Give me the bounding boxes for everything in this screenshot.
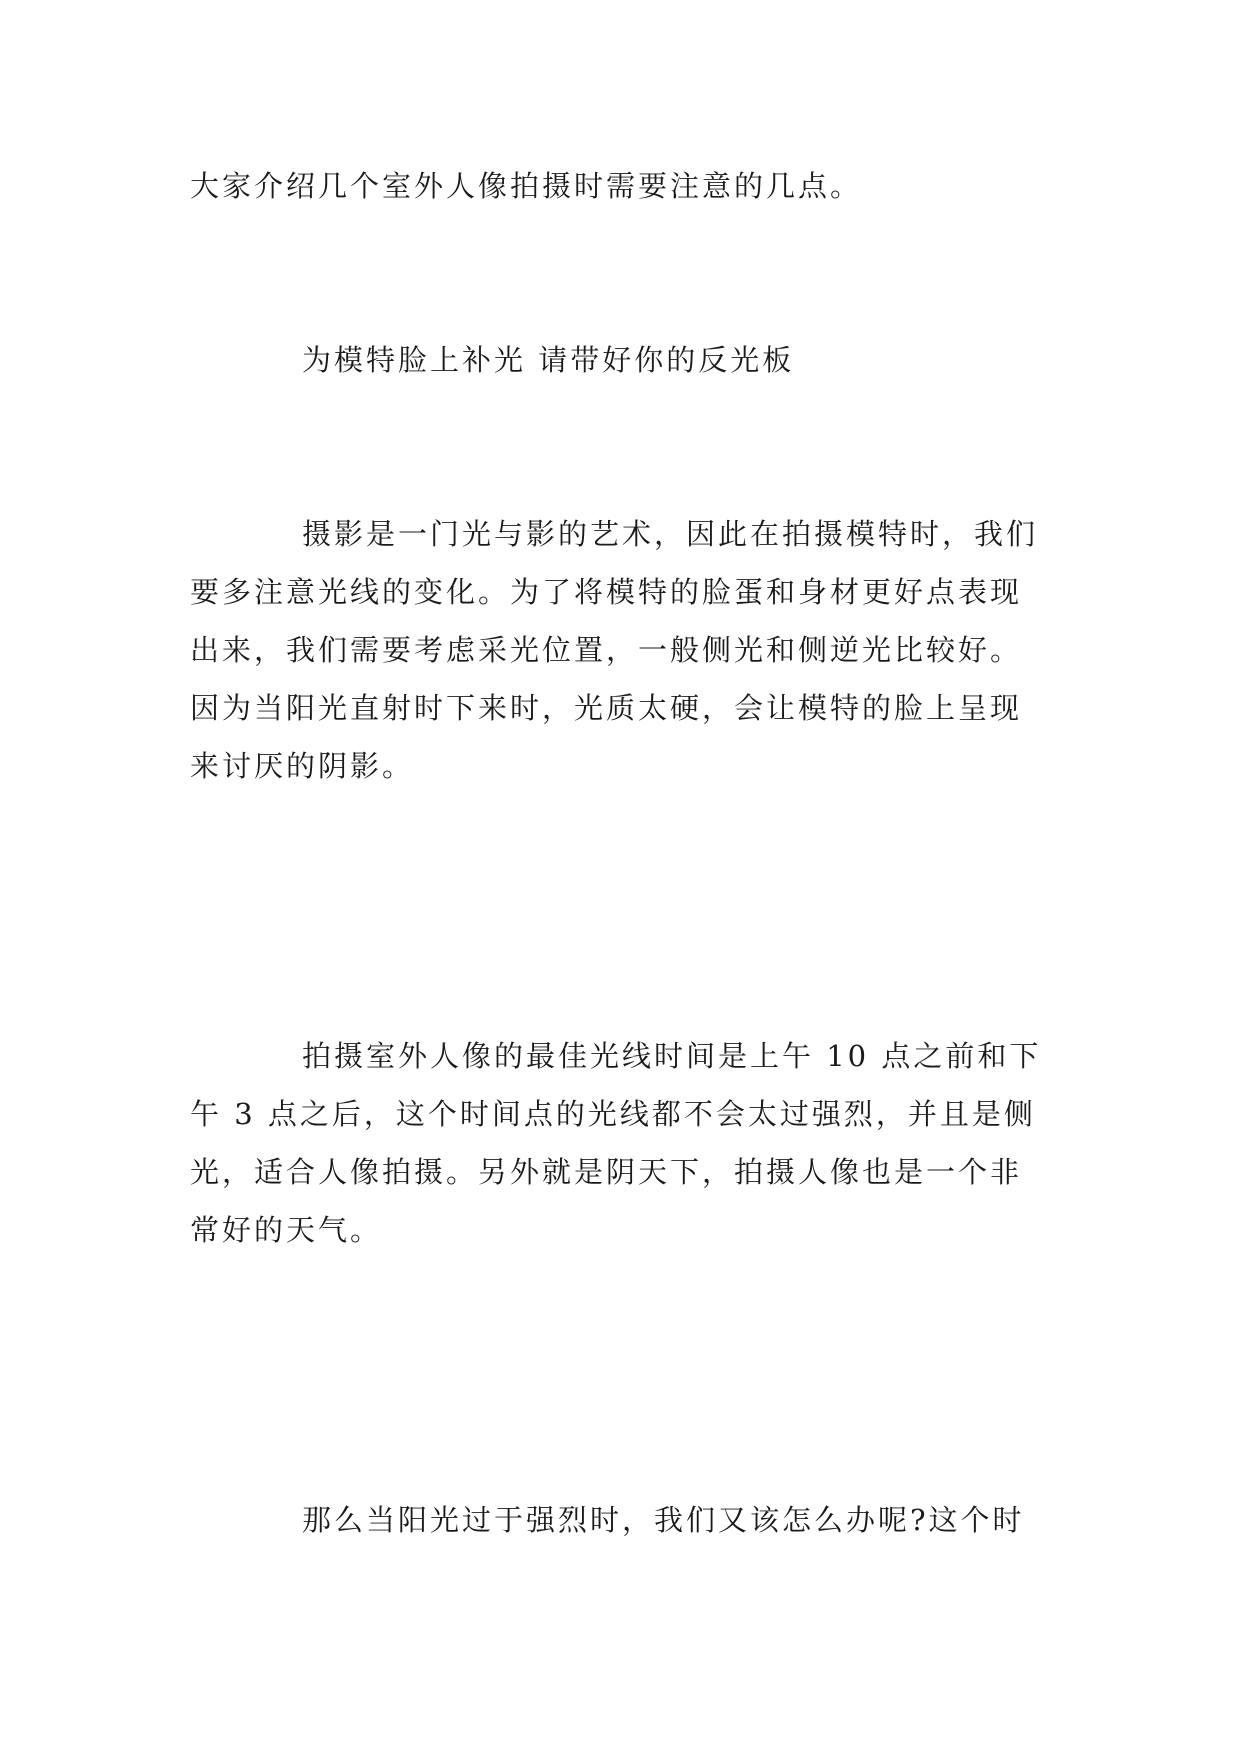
paragraph-line: 出来，我们需要考虑采光位置，一般侧光和侧逆光比较好。 [190, 633, 1023, 667]
paragraph-line: 摄影是一门光与影的艺术，因此在拍摄模特时，我们 [302, 517, 1039, 551]
section-heading: 为模特脸上补光 请带好你的反光板 [302, 343, 795, 377]
paragraph-line: 常好的天气。 [190, 1213, 383, 1247]
paragraph-line: 要多注意光线的变化。为了将模特的脸蛋和身材更好点表现 [190, 575, 1023, 609]
paragraph-line: 那么当阳光过于强烈时，我们又该怎么办呢?这个时 [302, 1503, 1025, 1537]
intro-line: 大家介绍几个室外人像拍摄时需要注意的几点。 [190, 169, 863, 203]
paragraph-line: 拍摄室外人像的最佳光线时间是上午 10 点之前和下 [302, 1039, 1042, 1073]
paragraph-line: 午 3 点之后，这个时间点的光线都不会太过强烈，并且是侧 [190, 1097, 1036, 1131]
paragraph-line: 因为当阳光直射时下来时，光质太硬，会让模特的脸上呈现 [190, 691, 1023, 725]
paragraph-line: 来讨厌的阴影。 [190, 749, 415, 783]
paragraph-line: 光，适合人像拍摄。另外就是阴天下，拍摄人像也是一个非 [190, 1155, 1023, 1189]
